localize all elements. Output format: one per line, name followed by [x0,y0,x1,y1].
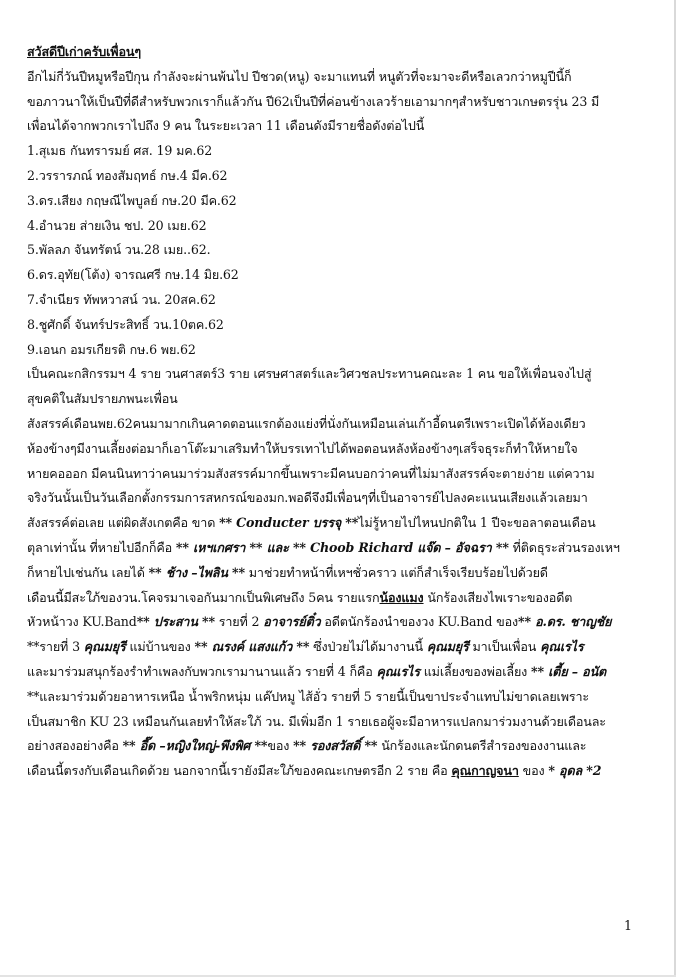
page-number: 1 [624,918,633,933]
body-line [27,561,652,586]
body-text: ซึ่งป่วยไม่ได้มางานนี้ [309,639,427,655]
body-line [27,660,652,685]
emphasis-name: ** ช้าง –ไพลิน ** [148,564,245,580]
body-line [27,734,652,759]
body-text: รายที่ 2 [214,614,264,630]
body-line [27,511,652,536]
body-text: มาช่วยทำหน้าที่เหฯชั่วคราว แต่ก็สำเร็จเรียบร้อยไปด้วยดี [244,564,548,580]
deceased-list-item: 2.วรรารภณ์ ทองสัมฤทธ์ กษ.4 มีค.62 [27,167,228,183]
body-text: ไม่รู้หายไปไหนปกติใน 1 ปีจะขอลาตอนเดือน [358,515,596,531]
body-text: ก็หายไปเช่นกัน เลยได้ [27,564,149,580]
body-line [27,635,652,660]
summary-line: สุขคติในสัมปรายภพนะเพื่อน [27,391,178,407]
emphasis-name: คุณเรไร [376,663,420,679]
summary-line: เป็นคณะกสิกรรมฯ 4 ราย วนศาสตร์3 ราย เศรษศาสตร์และวิศวชลประทานคณะละ 1 คน ขอให้เพื่อนจงไปสู่ [27,366,592,382]
emphasis-name: คุณเรไร [540,639,584,655]
body-text: หัวหน้าวง KU.Band [27,614,137,630]
body-text: อดีตนักร้องนำของวง KU.Band ของ [320,614,519,630]
deceased-list-item: 1.สุเมธ กันทรารมย์ ศส. 19 มค.62 [27,143,213,159]
body-line: ห้องข้างๆมีงานเลี้ยงต่อมาก็เอาโต๊ะมาเสริมทำให้บรรเทาไปได้พอตอนหลังห้องข้างๆเสร็จธุระก็ทำให้หายใจ [27,440,578,456]
emphasis-name: น้องแมง [379,589,424,605]
intro-line: ขอภาวนาให้เป็นปีที่ดีสำหรับพวกเราก็แล้วกัน ปี62เป็นปีที่ค่อนข้างเลวร้ายเอามากๆสำหรับชาวเกษตรรุ่น 23 มี [27,93,600,109]
emphasis-name: ** ณรงค์ แสงแก้ว ** [194,639,310,655]
emphasis-name: ** อี๊ด –หญิงใหญ่-พึงพิศ ** [122,738,268,754]
deceased-list-item: 6.ดร.อุทัย(โต้ง) จารณศรี กษ.14 มิย.62 [27,267,239,283]
body-text: มาเป็นเพื่อน [468,639,541,655]
body-text: ตุลาเท่านั้น ที่หายไปอีกก็คือ [27,539,176,555]
body-text: นักร้องและนักดนตรีสำรองของงานและ [377,738,587,754]
body-text: นักร้องเสียงไพเราะของอดีต [423,589,573,605]
emphasis-name: อาจารย์ติ๋ว [263,614,321,630]
deceased-list-item: 9.เอนก อมรเกียรติ กษ.6 พย.62 [27,341,196,357]
body-line [27,586,652,611]
body-text: เดือนนี้ตรงกับเดือนเกิดด้วย นอกจากนี้เรายังมีสะใภ้ของคณะเกษตรอีก 2 ราย คือ [27,763,452,779]
body-text: อย่างสองอย่างคือ [27,738,123,754]
deceased-list-item: 8.ชูศักดิ์ จันทร์ประสิทธิ์ วน.10ตค.62 [27,316,224,332]
emphasis-name: * อุดล *2 [548,763,602,779]
body-text: เดือนนี้มีสะใภ้ของวน.โคจรมาเจอกันมากเป็นพิเศษถึง 5คน รายแรก [27,589,380,605]
deceased-list-item: 4.อำนวย ส่ายเงิน ชป. 20 เมย.62 [27,217,207,233]
document-body [27,40,652,784]
emphasis-name: ** Conducter บรรจุ ** [219,515,359,531]
body-text: **รายที่ 3 [27,639,84,655]
emphasis-name: ** ประสาน ** [136,614,215,630]
deceased-list-item: 7.จำเนียร ทัพหวาสน์ วน. 20สค.62 [27,291,216,307]
body-line [27,536,652,561]
body-text: แม่บ้านของ [125,639,195,655]
body-text: ของ [518,763,549,779]
document-title: สวัสดีปีเก่าครับเพื่อนๆ [27,44,141,59]
body-line: **และมาร่วมด้วยอาหารเหนือ น้ำพริกหนุ่ม แค๊ปหมู ไส้อั่ว รายที่ 5 รายนี้เป็นขาประจำแทบไม่ขาดเลยเพราะ [27,688,590,704]
emphasis-name: คุณกาญจนา [451,763,519,779]
body-line: หายคอออก มีคนนินทาว่าคนมาร่วมสังสรรค์มากขึ้นเพราะมีคนบอกว่าคนที่ไม่มาสังสรรค์จะตายง่าย แต่ความ [27,465,595,481]
body-line [27,610,652,635]
emphasis-name: ** เหฯเกศรา ** และ ** Choob Richard แจ๊ด – อัจฉรา ** [175,539,509,555]
deceased-list-item: 3.ดร.เสียง กฤษณีไพบูลย์ กษ.20 มีค.62 [27,192,237,208]
emphasis-name: ** เตี้ย – อนัต [531,663,607,679]
deceased-list-item: 5.พัลลภ จันทรัตน์ วน.28 เมย..62. [27,242,211,258]
body-text: สังสรรค์ต่อเลย แต่ผิดสังเกตคือ ขาด [27,515,220,531]
emphasis-name: คุณมยุรี [83,639,126,655]
intro-line: เพื่อนได้จากพวกเราไปถึง 9 คน ในระยะเวลา 11 เดือนดังมีรายชื่อดังต่อไปนี้ [27,118,425,134]
body-text: และมาร่วมสนุกร้องรำทำเพลงกับพวกเรามานานแล้ว รายที่ 4 ก็คือ [27,663,377,679]
body-line: จริงวันนั้นเป็นวันเลือกตั้งกรรมการสหกรณ์ของมก.พอดีจึงมีเพื่อนๆที่เป็นอาจารย์ไปลงคะแนนเสียงแล้วเลยมา [27,490,588,506]
body-text: แม่เลี้ยงของพ่อเลี้ยง [419,663,532,679]
body-line: สังสรรค์เดือนพย.62คนมามากเกินคาดตอนแรกต้องแย่งที่นั่งกันเหมือนเล่นเก้าอี้ดนตรีเพราะเปิดได้ห้องเดียว [27,415,586,431]
body-text: ของ [267,738,294,754]
body-text: ที่ติดธุระส่วนรองเหฯ [508,539,620,555]
body-line [27,759,652,784]
intro-line: อีกไม่กี่วันปีหมูหรือปีกุน กำลังจะผ่านพ้นไป ปีชวด(หนู) จะมาแทนที่ หนูตัวที่จะมาจะดีหรือเลวกว่าหมูปีนี้ก็ [27,68,572,84]
emphasis-name: ** อ.ดร. ชาญชัย [518,614,612,630]
body-line: เป็นสมาชิก KU 23 เหมือนกันเลยทำให้สะใภ้ วน. มีเพิ่มอีก 1 รายเธอผู้จะมีอาหารแปลกมาร่วมงานด้วยเดือนละ [27,713,606,729]
emphasis-name: คุณมยุรี [426,639,469,655]
emphasis-name: ** รองสวัสดิ์ ** [293,738,378,754]
